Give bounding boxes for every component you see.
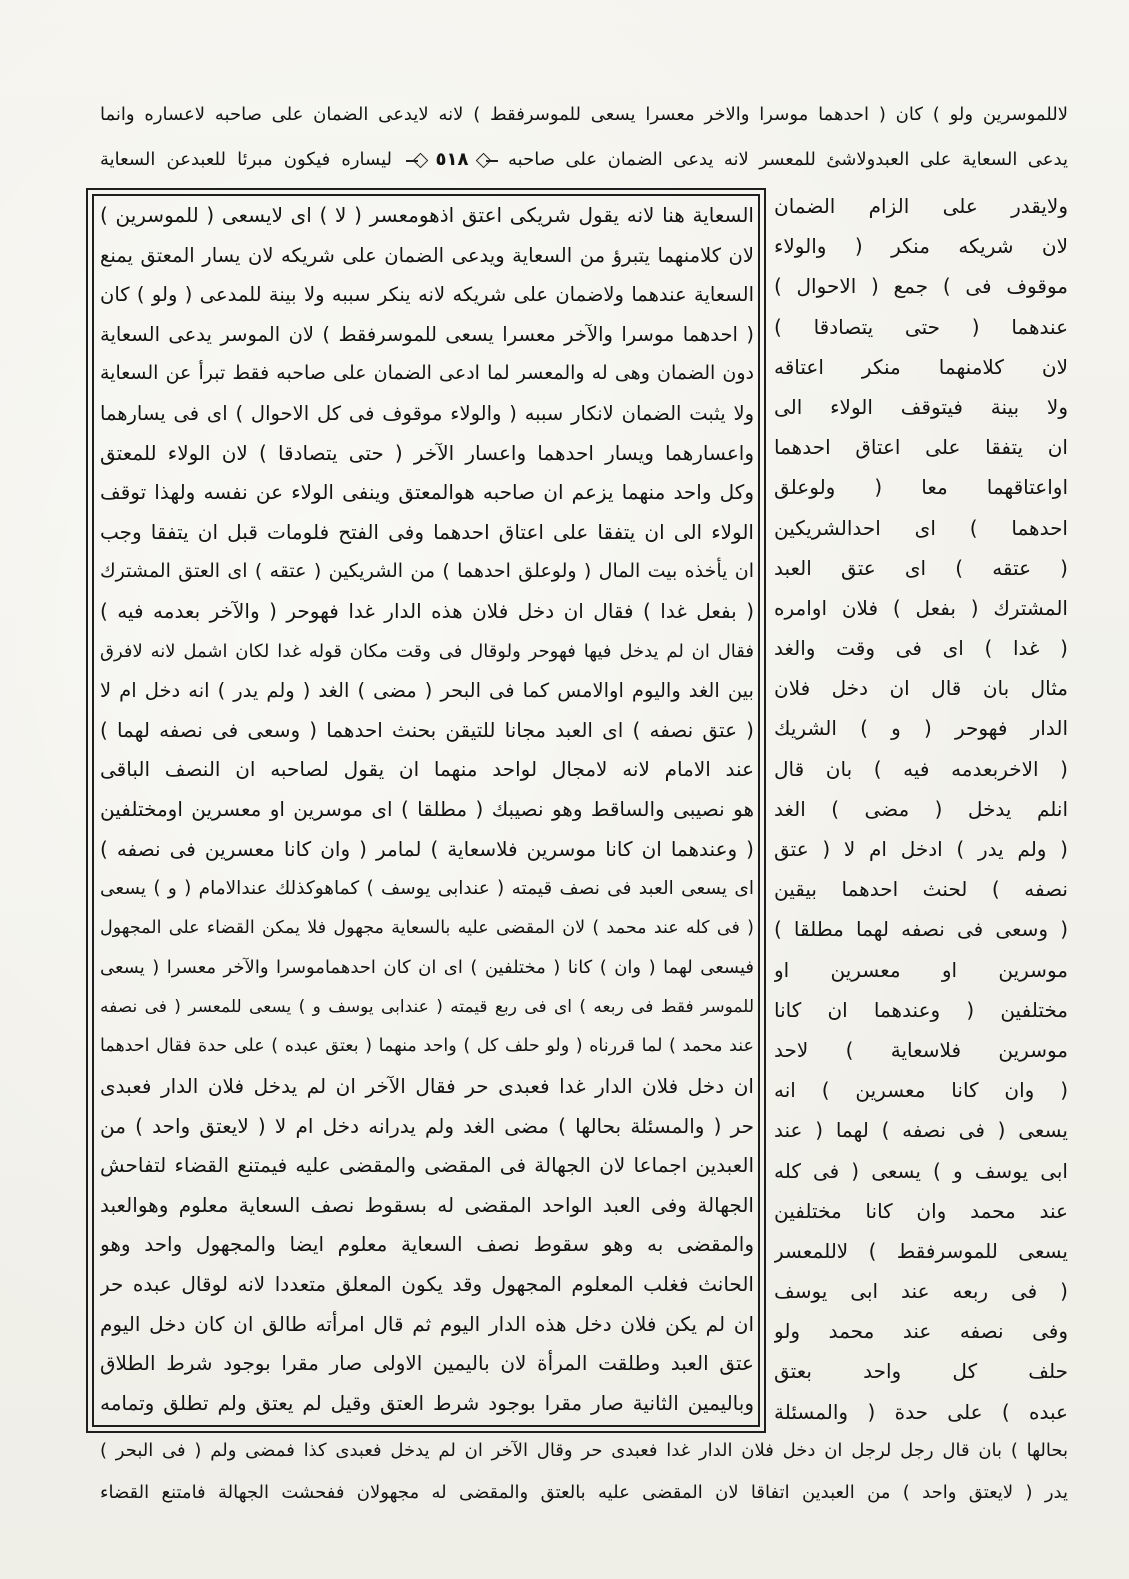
main-text-line: هو نصيبى والساقط وهو نصيبك ( مطلقا ) اى موسرين او معسرين اومختلفين [100, 796, 754, 821]
main-text-line: للموسر فقط فى ربعه ) اى فى ربع قيمته ( عندابى يوسف و ) يسعى للمعسر ( فى نصفه [100, 996, 754, 1017]
margin-note-line: اواعتاقهما معا ( ولوعلق [774, 475, 1068, 500]
main-text-line: عتق العبد وطلقت المرأة لان باليمين الاولى صار مقرا بوجود شرط الطلاق [100, 1351, 754, 1376]
margin-note-line: ( غدا ) اى فى وقت والغد [774, 636, 1068, 661]
margin-note-line: ( وان كانا معسرين ) انه [774, 1078, 1068, 1103]
running-header-line-with-page-number [100, 141, 1068, 179]
margin-note-line: انلم يدخل ( مضى ) الغد [774, 796, 1068, 821]
main-text-line: الحانث فغلب المعلوم المجهول وقد يكون المعلق متعددا لانه لوقال عبده حر [100, 1272, 754, 1297]
footer-text-line: يدر ( لايعتق واحد ) من العبدين اتفاقا لان المقضى عليه بالعتق والمقضى له مجهولان ففحشت الجهالة فامتنع القضاء [100, 1482, 1068, 1503]
main-text-line: ( احدهما موسرا والآخر معسرا يسعى للموسرفقط ) لان الموسر يدعى السعاية [100, 322, 754, 346]
main-text-line: وكل واحد منهما يزعم ان صاحبه هوالمعتق وينفى الولاء عن نفسه ولهذا توقف [100, 480, 754, 505]
margin-note-line: ولا بينة فيتوقف الولاء الى [774, 394, 1068, 419]
margin-note-line: عبده ) على حدة ( والمسئلة [774, 1399, 1068, 1424]
main-text-line: الجهالة وفى العبد الواحد المقضى له بسقوط نصف السعاية معلوم وهوالعبد [100, 1192, 754, 1217]
header-text-line: لاللموسرين ولو ) كان ( احدهما موسرا والاخر معسرا يسعى للموسرفقط ) لانه لايدعى الضمان على صاحبه لاعساره وانما [100, 104, 1068, 125]
header-line-right-part [508, 141, 1068, 179]
margin-commentary [774, 186, 1068, 1432]
ornament-icon [476, 155, 498, 165]
margin-note-line: موسرين فلاسعاية ) لاحد [774, 1037, 1068, 1062]
main-text-line: ان لم يكن فلان دخل هذه الدار اليوم ثم قال امرأته طالق ان كان دخل اليوم [100, 1311, 754, 1336]
margin-note-line: يسعى للموسرفقط ) لاللمعسر [774, 1238, 1068, 1263]
main-text-line: ولا يثبت الضمان لانكار سببه ( والولاء موقوف فى كل الاحوال ) اى فى يسارهما [100, 401, 754, 425]
main-text-line: السعاية هنا لانه يقول شريكى اعتق اذهومعسر ( لا ) اى لايسعى ( للموسرين ) [100, 203, 754, 227]
main-text-line: واعسارهما ويسار احدهما واعسار الآخر ( حتى يتصادقا ) لان الولاء للمعتق [100, 440, 754, 465]
main-text-line: لان كلامنهما يتبرؤ من السعاية ويدعى الضمان على شريكه لان يسار المعتق يمنع [100, 243, 754, 267]
margin-note-line: مختلفين ( وعندهما ان كانا [774, 997, 1068, 1022]
header-text-line: يدعى السعاية على العبدولاشئ للمعسر لانه يدعى الضمان على صاحبه [508, 149, 1068, 170]
main-text-line: فيسعى لهما ( وان ) كانا ( مختلفين ) اى ان كان احدهماموسرا والآخر معسرا ( يسعى [100, 957, 754, 979]
margin-note-line: المشترك ( بفعل ) فلان اوامره [774, 595, 1068, 620]
main-text-line: ان يأخذه بيت المال ( ولوعلق احدهما ) من الشريكين ( عتقه ) اى العتق المشترك [100, 560, 754, 583]
margin-note-line: لان شريكه منكر ( والولاء [774, 234, 1068, 259]
margin-note-line: ( ولم يدر ) ادخل ام لا ( عتق [774, 837, 1068, 861]
page-number-box [400, 141, 504, 179]
margin-note-line: ( وسعى فى نصفه لهما مطلقا ) [774, 917, 1068, 942]
main-text-line: حر ( والمسئلة بحالها ) مضى الغد ولم يدرانه دخل ام لا ( لايعتق واحد ) من [100, 1113, 754, 1138]
margin-note-line: موقوف فى ) جمع ( الاحوال ) [774, 274, 1068, 299]
margin-note-line: لان كلامنهما منكر اعتاقه [774, 354, 1068, 379]
margin-note-line: موسرين او معسرين او [774, 957, 1068, 982]
margin-note-line: مثال بان قال ان دخل فلان [774, 676, 1068, 701]
main-text-line: عند الامام لانه لامجال لواحد منهما ان يقول لصاحبه ان النصف الباقى [100, 757, 754, 782]
footer-commentary [100, 1432, 1068, 1516]
main-text-body [100, 196, 754, 1423]
main-text-line: دون الضمان وهى له والمعسر لما ادعى الضمان على صاحبه فقط تبرأ عن السعاية [100, 362, 754, 385]
main-text-line: السعاية عندهما ولاضمان على شريكه لانه ينكر سببه ولا بينة للمدعى ( ولو ) كان [100, 283, 754, 307]
main-text-line: الولاء الى ان يتفقا على اعتاق احدهما وفى الفتح فلومات قبل ان يتفقا وجب [100, 519, 754, 544]
main-text-line: اى يسعى العبد فى نصف قيمته ( عندابى يوسف ) كماهوكذلك عندالامام ( و ) يسعى [100, 878, 754, 900]
main-text-line: ( وعندهما ان كانا موسرين فلاسعاية ) لمامر ( وان كانا معسرين فى نصفه ) [100, 836, 754, 861]
margin-note-line: وفى نصفه عند محمد ولو [774, 1319, 1068, 1344]
margin-note-line: يسعى ( فى نصفه ) لهما ( عند [774, 1118, 1068, 1143]
margin-note-line: ابى يوسف و ) يسعى ( فى كله [774, 1158, 1068, 1183]
margin-note-line: الدار فهوحر ( و ) الشريك [774, 716, 1068, 741]
margin-note-line: ولايقدر على الزام الضمان [774, 194, 1068, 218]
margin-note-line: احدهما ) اى احدالشريكين [774, 515, 1068, 540]
margin-note-line: عند محمد وان كانا مختلفين [774, 1198, 1068, 1223]
margin-note-line: ( عتقه ) اى عتق العبد [774, 555, 1068, 580]
main-text-line: فقال ان لم يدخل فيها فهوحر ولوقال فى وقت مكان قوله غدا لكان اشمل لانه لافرق [100, 640, 754, 662]
header-line-left-part [100, 141, 392, 179]
main-text-line: عند محمد ) لما قررناه ( ولو حلف كل ) واحد منهما ( بعتق عبده ) على حدة فقال احدهما [100, 1036, 754, 1057]
margin-note-line: ان يتفقا على اعتاق احدهما [774, 435, 1068, 460]
main-text-line: وباليمين الثانية صار مقرا بوجود شرط العتق وقيل لم يعتق ولم تطلق وتمامه [100, 1390, 754, 1415]
main-text-line: بين الغد واليوم اوالامس كما فى البحر ( مضى ) الغد ( ولم يدر ) انه دخل ام لا [100, 679, 754, 703]
main-text-line: ( عتق نصفه ) اى العبد مجانا للتيقن بحنث احدهما ( وسعى فى نصفه لهما ) [100, 717, 754, 742]
footer-text-line: بحالها ) بان قال رجل لرجل ان دخل فلان الدار غدا فعبدى حر وقال الآخر ان لم يدخل فعبدى كذا فمضى ولم ( فى البحر ) [100, 1440, 1068, 1461]
main-text-line: العبدين اجماعا لان الجهالة فى المقضى والمقضى عليه فيمتنع القضاء لتفاحش [100, 1153, 754, 1178]
page-number: ٥١٨ [435, 149, 469, 170]
margin-note-line: ( الاخربعدمه فيه ) بان قال [774, 756, 1068, 781]
ornament-icon [406, 155, 428, 165]
main-text-line: ( بفعل غدا ) فقال ان دخل فلان هذه الدار غدا فهوحر ( والآخر بعدمه فيه ) [100, 598, 754, 623]
main-text-line: والمقضى به وهو سقوط نصف السعاية معلوم ايضا والمجهول واحد وهو [100, 1232, 754, 1257]
running-header-line [100, 96, 1068, 134]
main-text-line: ان دخل فلان الدار غدا فعبدى حر فقال الآخر ان لم يدخل فلان الدار فعبدى [100, 1074, 754, 1099]
margin-note-line: حلف كل واحد بعتق [774, 1359, 1068, 1384]
main-text-line: ( فى كله عند محمد ) لان المقضى عليه بالسعاية مجهول فلا يمكن القضاء على المجهول [100, 917, 754, 938]
header-text-line: ليساره فيكون مبرئا للعبدعن السعاية [100, 149, 392, 170]
margin-note-line: نصفه ) لحنث احدهما بيقين [774, 877, 1068, 902]
margin-note-line: ( فى ربعه عند ابى يوسف [774, 1279, 1068, 1304]
margin-note-line: عندهما ( حتى يتصادقا ) [774, 314, 1068, 339]
